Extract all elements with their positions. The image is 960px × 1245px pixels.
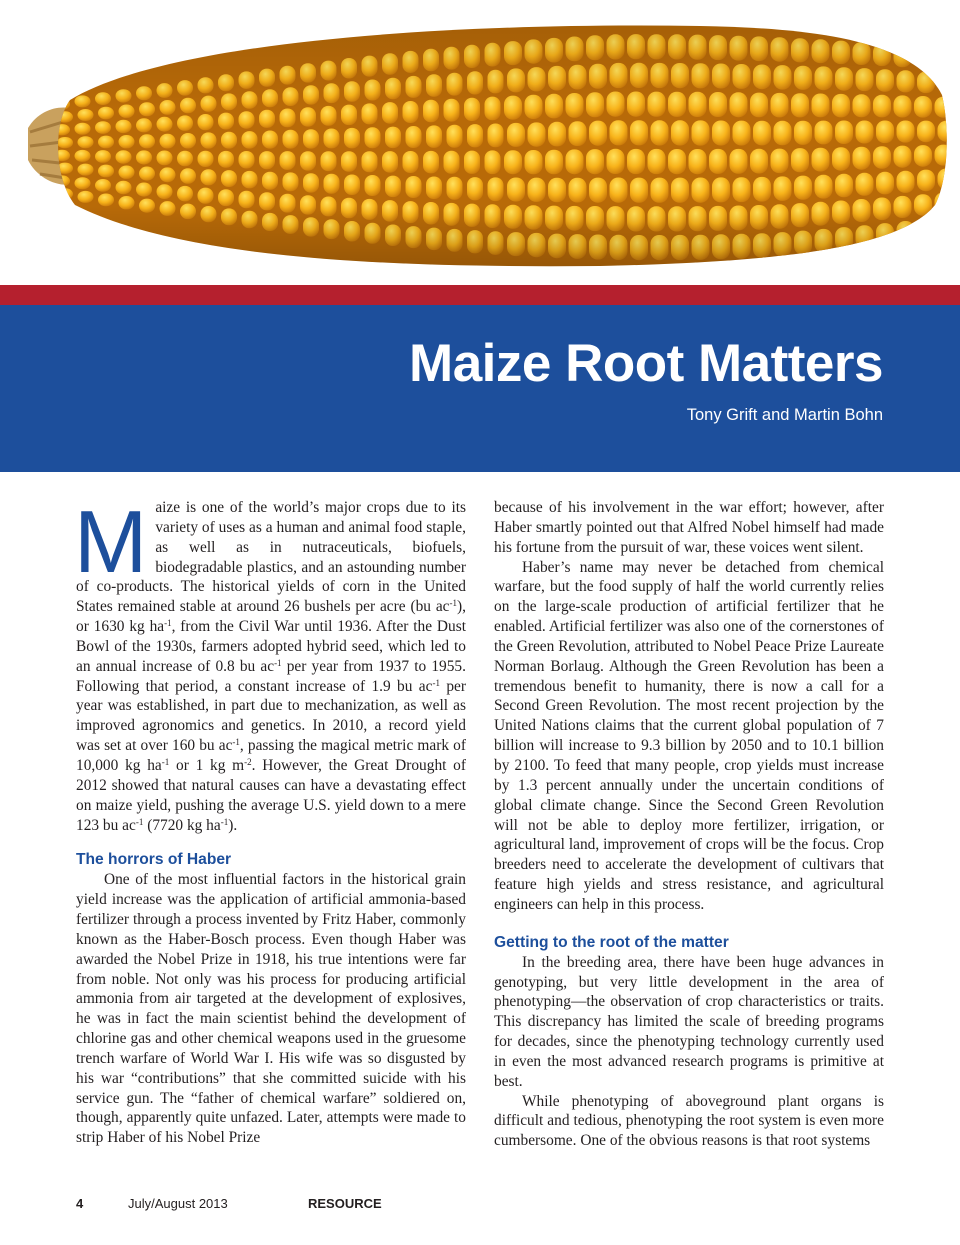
- section-heading-root: Getting to the root of the matter: [494, 933, 729, 951]
- hero-corn-image: [0, 0, 960, 285]
- page-number: 4: [76, 1196, 84, 1211]
- corn-kernel: [938, 73, 956, 94]
- corn-kernel: [938, 216, 956, 237]
- issue-date: July/August 2013: [128, 1196, 228, 1211]
- root-system-paragraph: While phenotyping of aboveground plant organs is difficult and tedious, phenotyping the root system is even more cumbersome. One of the obvious reasons is that root systems: [494, 1092, 884, 1150]
- column-right: [494, 498, 884, 1151]
- intro-paragraph: Maize is one of the world’s major crops due to its variety of uses as a human and animal food staple, as well as in nutraceuticals, biofuels, biodegradable plastics, and an astounding number of co-products. The historical yields of corn in the United States remained stable at around 26 bushels per acre (bu $ac^{-1}$), or 1630 kg $ha^{-1}$, from the Civil War until 1936. After the Dust Bowl of the 1930s, farmers adopted hybrid seed, which led to an annual increase of 0.8 bu $ac^{-1}$ per year from 1937 to 1955. Following that period, a constant increase of 1.9 bu $ac^{-1}$ per year was established, in part due to mechanization, as well as improved agronomics and genetics. In 2010, a record yield was set at over 160 bu $ac^{-1}$, passing the magical metric mark of 10,000 kg $ha^{-1}$ or 1 kg $m^{-2}$. However, the Great Drought of 2012 showed that natural causes can have a devastating effect on maize yield, pushing the average U.S. yield down to a mere 123 bu $ac^{-1}$ (7720 kg $ha^{-1}$).: [74, 492, 466, 834]
- article-authors: Tony Grift and Martin Bohn: [686, 406, 883, 424]
- green-revolution-paragraph: Haber’s name may never be detached from chemical warfare, but the food supply of half the world currently relies on the large-scale production of artificial fertilizer that he enabled. Artificial fertilizer was also one of the cornerstones of the Green Revolution, attributed to Nobel Peace Prize Laureate Norman Borlaug. Although the Green Revolution has been a tremendous benefit to humanity, there is now a call for a Second Green Revolution. The most recent projection by the United Nations claims that the current global population of 7 billion will increase to 9.3 billion by 2050 and to 10.1 billion by 2100. To feed that many people, crop yields must increase by 1.3 percent annually under the uncertain conditions of global climate change. Since the Second Green Revolution will not be able to deploy more fertilizer, irrigation, or agricultural land, improvement of crops will be the focus. Crop breeders need to accelerate the development of cultivars that feature high yields and stress resistance, and agricultural engineers can help in this process.: [494, 558, 884, 913]
- corn-kernel: [935, 49, 953, 70]
- corn-kernel: [914, 47, 932, 69]
- haber-paragraph-continued: because of his involvement in the war effort; however, after Haber smartly pointed out that Alfred Nobel himself had made his fortune from the pursuit of war, these voices went silent.: [494, 499, 884, 556]
- phenotyping-paragraph: In the breeding area, there have been huge advances in genotyping, but very little development in the area of phenotyping—the observation of crop characteristics or traits. This discrepancy has limited the scale of breeding programs for decades, since the phenotyping technology currently used in even the most advanced research programs is primitive at best.: [494, 953, 884, 1090]
- column-left: [74, 492, 466, 1148]
- corn-kernel: [917, 219, 935, 241]
- haber-paragraph: One of the most influential factors in the historical grain yield increase was the application of artificial ammonia-based fertilizer through a process invented by Fritz Haber, commonly known as the Haber-Bosch process. Even though Haber was awarded the Nobel Prize in 1918, his true intentions were far from noble. Not only was his process for producing artificial ammonia from air targeted at the development of explosives, he was in fact the main scientist behind the development of chlorine gas and other chemical weapons used in the gruesome trench warfare of World War I. His wife was so disgusted by his war “contributions” that she committed suicide with his service gun. The “father of chemical warfare” soldiered on, though, apparently quite unfazed. Later, attempts were made to strip Haber of his Nobel Prize: [76, 871, 466, 1147]
- drop-cap: M: [74, 492, 148, 591]
- magazine-name: RESOURCE: [308, 1196, 382, 1211]
- section-heading-haber: The horrors of Haber: [76, 851, 232, 869]
- red-stripe: [0, 285, 960, 305]
- article-title: Maize Root Matters: [409, 334, 883, 393]
